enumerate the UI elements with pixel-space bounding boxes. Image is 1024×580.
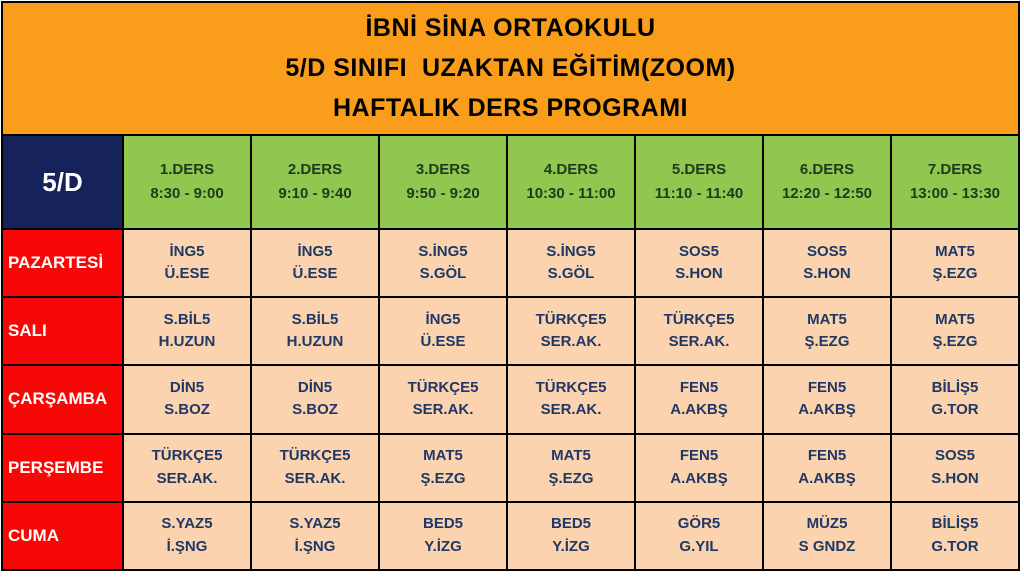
teacher-code: SER.AK. (668, 333, 730, 351)
day-cell (3, 366, 122, 432)
subject-code: S.İNG5 (546, 242, 596, 260)
teacher-code: SER.AK. (284, 469, 346, 487)
lesson-time: 8:30 - 9:00 (150, 185, 224, 202)
teacher-code: S.BOZ (164, 401, 210, 419)
subject-code: GÖR5 (677, 515, 721, 533)
teacher-code: H.UZUN (286, 333, 344, 351)
day-label: CUMA (8, 525, 59, 545)
subject-code: MAT5 (807, 310, 847, 328)
subject-code: SOS5 (678, 242, 720, 260)
day-label: PERŞEMBE (8, 457, 104, 477)
subject-cell (892, 503, 1018, 569)
lesson-time: 12:20 - 12:50 (781, 185, 873, 202)
subject-code: BED5 (422, 515, 463, 533)
subject-code: BED5 (550, 515, 591, 533)
teacher-code: S.HON (931, 469, 979, 487)
class-label: 5/D (42, 166, 83, 197)
lesson-number: 6.DERS (799, 161, 855, 178)
teacher-code: A.AKBŞ (798, 401, 856, 419)
subject-cell (636, 298, 762, 364)
lesson-column-header (508, 136, 634, 228)
subject-code: S.YAZ5 (161, 515, 213, 533)
subject-cell (380, 503, 506, 569)
subject-cell (508, 435, 634, 501)
teacher-code: Y.İZG (552, 537, 590, 555)
subject-code: SOS5 (934, 447, 976, 465)
lesson-column-header (252, 136, 378, 228)
teacher-code: S.BOZ (292, 401, 338, 419)
lesson-number: 1.DERS (159, 161, 215, 178)
subject-cell (252, 366, 378, 432)
subject-code: FEN5 (679, 378, 719, 396)
teacher-code: S.GÖL (419, 265, 467, 283)
lesson-time: 10:30 - 11:00 (526, 185, 616, 202)
teacher-code: SER.AK. (540, 333, 602, 351)
day-cell (3, 435, 122, 501)
timetable-grid (3, 134, 1018, 569)
day-label: PAZARTESİ (8, 253, 104, 273)
subject-cell (252, 435, 378, 501)
teacher-code: S.GÖL (547, 265, 595, 283)
teacher-code: Ü.ESE (292, 265, 338, 283)
teacher-code: A.AKBŞ (670, 401, 728, 419)
subject-cell (892, 298, 1018, 364)
subject-cell (508, 366, 634, 432)
program-title: HAFTALIK DERS PROGRAMI (333, 94, 688, 122)
subject-code: S.İNG5 (418, 242, 468, 260)
title-block (3, 3, 1018, 134)
subject-cell (764, 298, 890, 364)
subject-code: MÜZ5 (806, 515, 848, 533)
lesson-number: 4.DERS (543, 161, 599, 178)
subject-code: MAT5 (935, 310, 975, 328)
subject-cell (124, 435, 250, 501)
teacher-code: Ü.ESE (420, 333, 466, 351)
subject-cell (636, 230, 762, 296)
lesson-column-header (764, 136, 890, 228)
subject-code: TÜRKÇE5 (279, 447, 351, 465)
subject-cell (252, 298, 378, 364)
teacher-code: Ş.EZG (548, 469, 594, 487)
teacher-code: Ü.ESE (164, 265, 210, 283)
teacher-code: G.TOR (931, 401, 979, 419)
subject-code: SOS5 (806, 242, 848, 260)
lesson-number: 3.DERS (415, 161, 471, 178)
lesson-column-header (636, 136, 762, 228)
day-cell (3, 503, 122, 569)
subject-code: TÜRKÇE5 (151, 447, 223, 465)
subject-cell (764, 435, 890, 501)
day-label: SALI (8, 321, 47, 341)
teacher-code: SER.AK. (156, 469, 218, 487)
subject-cell (124, 503, 250, 569)
timetable-sheet (1, 1, 1020, 571)
day-cell (3, 298, 122, 364)
subject-code: FEN5 (807, 378, 847, 396)
lesson-column-header (892, 136, 1018, 228)
class-label-cell (3, 136, 122, 228)
subject-cell (380, 230, 506, 296)
teacher-code: Y.İZG (424, 537, 462, 555)
lesson-column-header (380, 136, 506, 228)
lesson-number: 2.DERS (287, 161, 343, 178)
subject-code: İNG5 (297, 242, 333, 260)
subject-cell (252, 503, 378, 569)
teacher-code: A.AKBŞ (670, 469, 728, 487)
subject-cell (892, 366, 1018, 432)
lesson-time: 13:00 - 13:30 (909, 185, 1001, 202)
subject-code: BİLİŞ5 (931, 378, 979, 396)
subject-cell (380, 298, 506, 364)
day-label: ÇARŞAMBA (8, 389, 108, 409)
lesson-column-header (124, 136, 250, 228)
subject-cell (124, 366, 250, 432)
subject-cell (124, 298, 250, 364)
subject-code: İNG5 (425, 310, 461, 328)
subject-cell (252, 230, 378, 296)
subject-code: İNG5 (169, 242, 205, 260)
lesson-time: 9:10 - 9:40 (278, 185, 352, 202)
teacher-code: G.TOR (931, 537, 979, 555)
class-and-mode: 5/D SINIFI UZAKTAN EĞİTİM(ZOOM) (285, 54, 736, 82)
teacher-code: SER.AK. (412, 401, 474, 419)
teacher-code: SER.AK. (540, 401, 602, 419)
teacher-code: Ş.EZG (932, 265, 978, 283)
subject-code: BİLİŞ5 (931, 515, 979, 533)
subject-cell (636, 435, 762, 501)
subject-cell (508, 298, 634, 364)
lesson-time: 9:50 - 9:20 (406, 185, 480, 202)
teacher-code: G.YIL (679, 537, 719, 555)
subject-cell (508, 503, 634, 569)
subject-code: TÜRKÇE5 (535, 310, 607, 328)
subject-cell (764, 230, 890, 296)
teacher-code: İ.ŞNG (166, 537, 208, 555)
school-name: İBNİ SİNA ORTAOKULU (365, 14, 656, 42)
subject-cell (508, 230, 634, 296)
subject-cell (764, 366, 890, 432)
subject-cell (124, 230, 250, 296)
subject-code: TÜRKÇE5 (407, 378, 479, 396)
subject-code: S.BİL5 (163, 310, 211, 328)
subject-cell (380, 435, 506, 501)
subject-cell (380, 366, 506, 432)
subject-code: DİN5 (169, 378, 205, 396)
teacher-code: A.AKBŞ (798, 469, 856, 487)
teacher-code: Ş.EZG (932, 333, 978, 351)
teacher-code: İ.ŞNG (294, 537, 336, 555)
subject-cell (892, 230, 1018, 296)
subject-code: S.BİL5 (291, 310, 339, 328)
teacher-code: S.HON (675, 265, 723, 283)
subject-code: TÜRKÇE5 (535, 378, 607, 396)
subject-code: MAT5 (551, 447, 591, 465)
subject-code: FEN5 (807, 447, 847, 465)
subject-code: DİN5 (297, 378, 333, 396)
subject-cell (636, 503, 762, 569)
teacher-code: Ş.EZG (420, 469, 466, 487)
subject-code: MAT5 (935, 242, 975, 260)
teacher-code: S.HON (803, 265, 851, 283)
teacher-code: S GNDZ (798, 537, 856, 555)
subject-cell (892, 435, 1018, 501)
lesson-number: 7.DERS (927, 161, 983, 178)
teacher-code: H.UZUN (158, 333, 216, 351)
subject-cell (764, 503, 890, 569)
subject-code: FEN5 (679, 447, 719, 465)
subject-cell (636, 366, 762, 432)
lesson-number: 5.DERS (671, 161, 727, 178)
subject-code: TÜRKÇE5 (663, 310, 735, 328)
subject-code: MAT5 (423, 447, 463, 465)
teacher-code: Ş.EZG (804, 333, 850, 351)
day-cell (3, 230, 122, 296)
lesson-time: 11:10 - 11:40 (654, 185, 744, 202)
subject-code: S.YAZ5 (289, 515, 341, 533)
